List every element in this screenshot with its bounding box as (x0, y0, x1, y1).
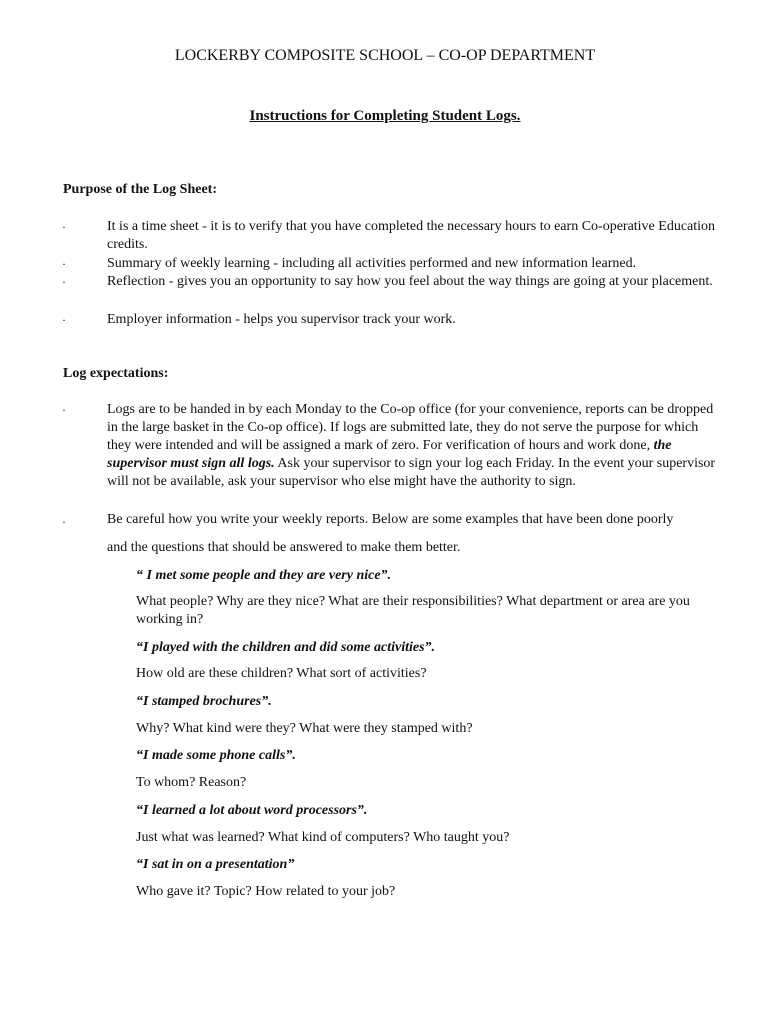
bullet-dot: · (62, 220, 66, 234)
purpose-item-employer: Employer information - helps you supervisor track your work. (107, 312, 456, 327)
submission-text-part2: Ask your supervisor to sign your log each Friday. In the event your supervisor will not be available, ask your supervisor who else might have the authority to sign. (107, 456, 716, 489)
bullet-dot: · (62, 257, 66, 271)
example-questions: How old are these children? What sort of activities? (136, 666, 427, 681)
example-quote: “I made some phone calls”. (136, 748, 296, 763)
bullet-dot: · (62, 313, 66, 327)
example-questions: To whom? Reason? (136, 775, 247, 790)
submission-text-part1: Logs are to be handed in by each Monday to the Co-op office (for your convenience, reports can be dropped in the large basket in the Co-op office). If logs are submitted late, they do not serve the purpose for which they were intended and will be assigned a mark of zero. For verification of hours and work done, (107, 402, 714, 453)
purpose-item-reflection: Reflection - gives you an opportunity to say how you feel about the way things are going at your placement. (107, 274, 713, 289)
expectations-item-submission (107, 401, 717, 491)
purpose-heading: Purpose of the Log Sheet: (63, 182, 217, 197)
expectations-item-careful: Be careful how you write your weekly reports. Below are some examples that have been done poorly (107, 512, 674, 527)
document-header: LOCKERBY COMPOSITE SCHOOL – CO-OP DEPARTMENT (174, 47, 596, 64)
supervisor-signature-emphasis: the supervisor must sign all logs. (107, 438, 672, 471)
example-quote: “I sat in on a presentation” (136, 857, 295, 872)
example-questions: Who gave it? Topic? How related to your job? (136, 884, 396, 899)
example-quote: “I stamped brochures”. (136, 694, 272, 709)
bullet-dot: · (62, 403, 66, 417)
example-quote: “ I met some people and they are very nice”. (136, 568, 392, 583)
purpose-item-time-sheet: It is a time sheet - it is to verify that you have completed the necessary hours to earn Co-operative Education credits. (107, 219, 716, 252)
bullet-dot: · (62, 275, 66, 289)
bullet-dot: · (62, 515, 66, 529)
expectations-heading: Log expectations: (63, 366, 169, 381)
example-quote: “I learned a lot about word processors”. (136, 803, 368, 818)
example-quote: “I played with the children and did some activities”. (136, 640, 436, 655)
purpose-item-summary: Summary of weekly learning - including all activities performed and new information learned. (107, 256, 637, 271)
example-questions: What people? Why are they nice? What are their responsibilities? What department or area are you working in? (136, 594, 690, 627)
example-questions: Why? What kind were they? What were they stamped with? (136, 721, 473, 736)
document-title: Instructions for Completing Student Logs. (249, 108, 521, 124)
example-questions: Just what was learned? What kind of computers? Who taught you? (136, 830, 510, 845)
expectations-item-careful-continued: and the questions that should be answered to make them better. (107, 540, 461, 555)
